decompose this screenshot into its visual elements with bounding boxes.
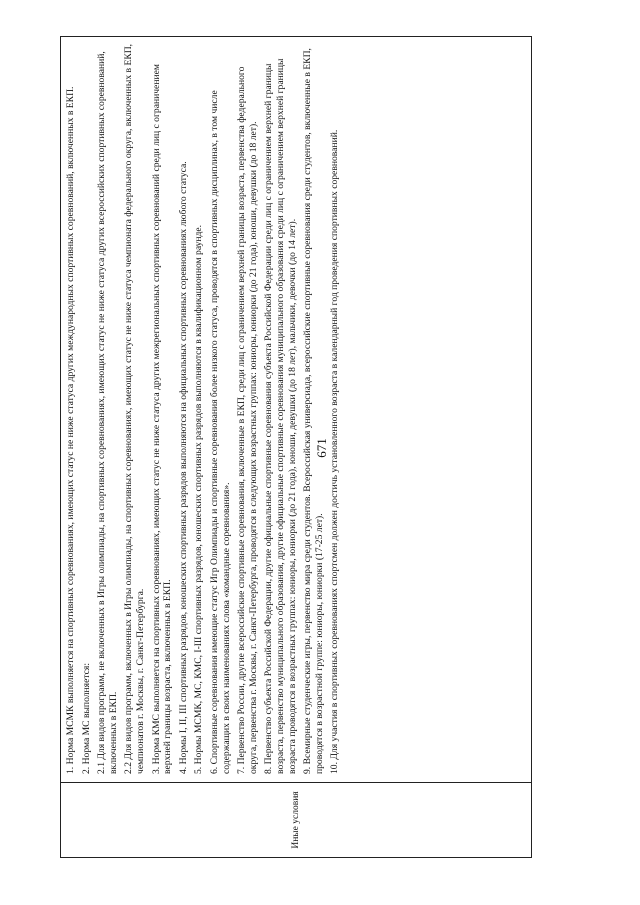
condition-item: 10. Для участия в спортивных соревнованиях спортсмен должен достичь установленного возраста в календарный год проведения спортивных соревнований. — [329, 129, 341, 774]
condition-item: 2.2 Для видов программ, включенных в Игры олимпиады, на спортивных соревнованиях, имеющих статус не ниже статуса чемпионата федерального округа, включенных в ЕКП, чемпионатов г. Москвы, г. Санкт-Петербурга. — [123, 43, 146, 774]
condition-item: 6. Спортивные соревнования имеющие статус Игр Олимпиады и спортивные соревнования более низкого статуса, проводятся в спортивных дисциплинах, в том числе содержащих в своих наименованиях слова «командные соревнования». — [208, 90, 232, 774]
page-number: 671 — [313, 438, 329, 458]
conditions-table — [60, 36, 532, 858]
conditions-content-cell — [61, 37, 531, 782]
condition-item: 1. Норма МСМК выполняется на спортивных соревнованиях, имеющих статус не ниже статуса других международных спортивных соревнований, включенных в ЕКП. — [65, 86, 76, 774]
condition-item: 7. Первенство России, другие всероссийские спортивные соревнования, включенные в ЕКП, среди лиц с ограничением верхней границы возраста, первенства федерального округа, первенства г. Москвы, г. Санкт-Петербурга, проводятся в следующих возрастных группах: юниоры, юниорки (до 21 года), юноши, девушки (до 18 лет). — [236, 66, 259, 774]
condition-item: 2. Норма МС выполняется: — [80, 663, 92, 774]
condition-item: 9. Всемирные студенческие игры, первенство мира среди студентов. Всероссийская универсиада, всероссийские спортивные соревнования среди студентов, включенные в ЕКП, проводятся в возрастной группе: юниоры, юниорки (17-25 лет). — [302, 48, 325, 774]
condition-item: 8. Первенство субъекта Российской Федерации, другие официальные спортивные соревнования субъекта Российской Федерации среди лиц с ограничением верхней границы возраста, первенство муниципального образования, другие официальные спортивные соревнования муниципального образования среди лиц с ограничением верхней границы возраста проводятся в возрастных группах: юниоры, юниорки (до 21 года), юноши, девушки (до 18 лет), мальчики, девочки (до 14 лет). — [263, 58, 298, 774]
row-label: Иные условия — [291, 791, 301, 849]
condition-item: 4. Нормы I, II, III спортивных разрядов, юношеских спортивных разрядов выполняются на официальных спортивных соревнованиях любого статуса. — [177, 161, 189, 774]
condition-item: 5. Нормы МСМК, МС, КМС, I-III спортивных разрядов, юношеских спортивных разрядов выполняются в квалификационном раунде. — [193, 224, 205, 774]
condition-item: 2.1 Для видов программ, не включенных в Игры олимпиады, на спортивных соревнованиях, имеющих статус не ниже статуса других всероссийских спортивных соревнований, включенных в ЕКП. — [96, 51, 119, 774]
condition-item: 3. Норма КМС выполняется на спортивных соревнованиях, имеющих статус не ниже статуса других межрегиональных спортивных соревнований среди лиц с ограничением верхней границы возраста, включенных в ЕКП. — [150, 64, 174, 774]
row-label-cell — [61, 782, 531, 857]
